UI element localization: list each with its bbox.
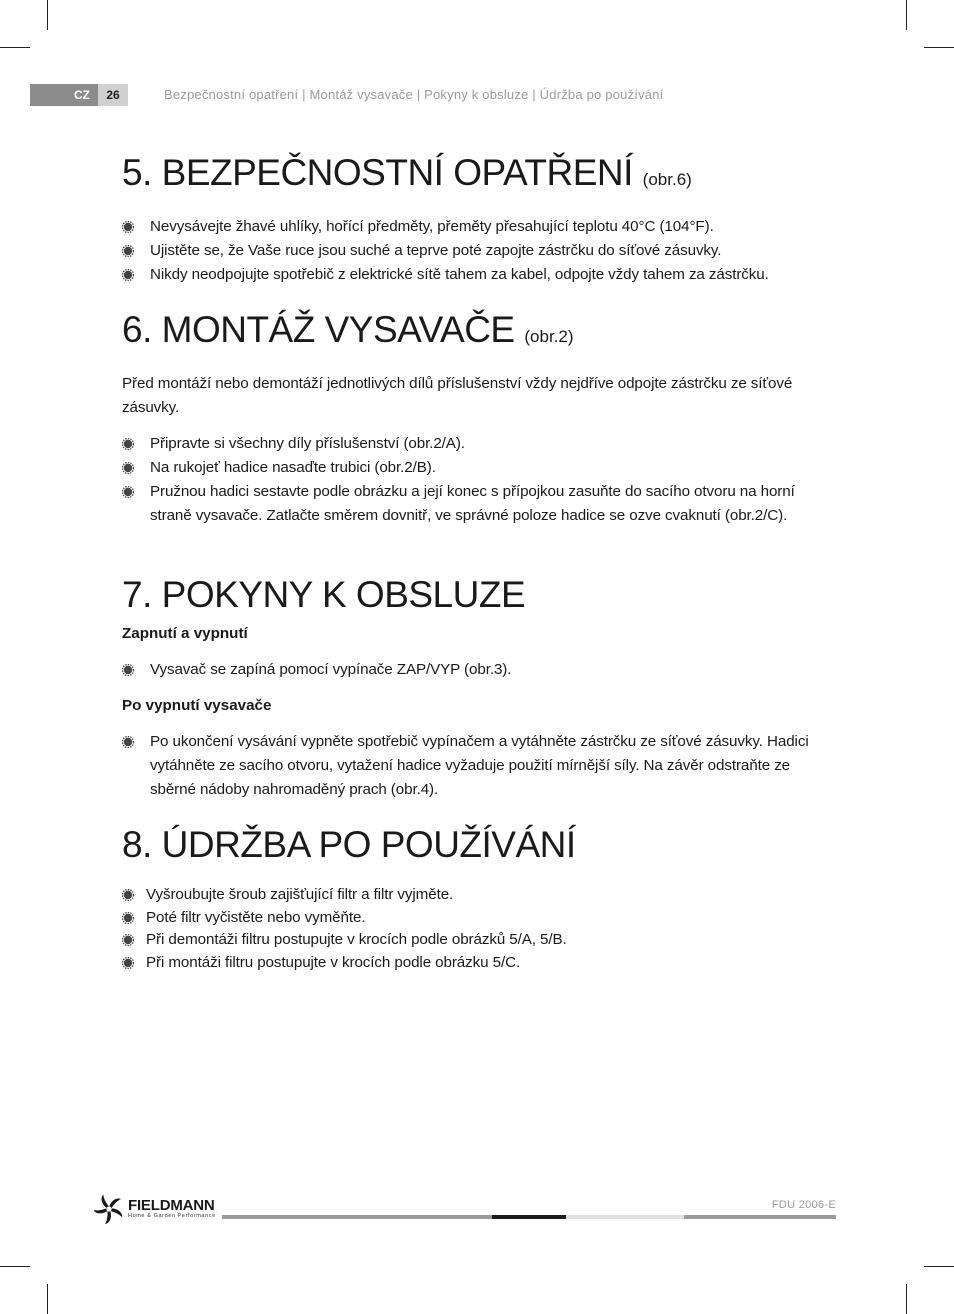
footer-bar xyxy=(566,1215,684,1219)
list-item xyxy=(122,239,842,263)
list-item xyxy=(122,480,820,528)
list-item-text: Při demontáži filtru postupujte v krocích podle obrázků 5/A, 5/B. xyxy=(146,931,567,948)
language-tag: CZ xyxy=(30,84,98,106)
brand-logo xyxy=(94,1194,222,1224)
list-item-text: Nikdy neodpojujte spotřebič z elektrické sítě tahem za kabel, odpojte vždy tahem za zástrčku. xyxy=(150,266,769,283)
crop-mark xyxy=(924,1266,954,1267)
section-6-title-text: 6. MONTÁŽ VYSAVAČE xyxy=(122,309,515,350)
section-7-list-1 xyxy=(122,658,842,682)
list-item xyxy=(122,658,842,682)
footer-bar xyxy=(222,1215,492,1219)
crop-mark xyxy=(0,47,30,48)
breadcrumb: Bezpečnostní opatření | Montáž vysavače | Pokyny k obsluze | Údržba po používání xyxy=(164,87,664,102)
page-number: 26 xyxy=(98,84,128,106)
section-6-intro: Před montáží nebo demontáží jednotlivých dílů příslušenství vždy nejdříve odpojte zástrčku ze síťové zásuvky. xyxy=(122,375,793,416)
section-8-title: 8. ÚDRŽBA PO POUŽÍVÁNÍ xyxy=(122,824,576,865)
crop-mark xyxy=(906,0,907,30)
gear-bullet-icon xyxy=(122,221,134,233)
section-6-ref: (obr.2) xyxy=(524,327,574,346)
gear-bullet-icon xyxy=(122,245,134,257)
model-code: FDU 2006-E xyxy=(771,1199,836,1211)
list-item xyxy=(122,215,842,239)
list-item xyxy=(122,263,842,287)
list-item xyxy=(122,884,842,907)
list-item xyxy=(122,929,842,952)
list-item-text: Vyšroubujte šroub zajišťující filtr a filtr vyjměte. xyxy=(146,886,454,903)
section-5-ref: (obr.6) xyxy=(642,170,692,189)
crop-mark xyxy=(47,0,48,30)
crop-mark xyxy=(906,1284,907,1314)
gear-bullet-icon xyxy=(122,736,134,748)
crop-mark xyxy=(924,47,954,48)
list-item xyxy=(122,952,842,975)
list-item-text: Ujistěte se, že Vaše ruce jsou suché a teprve poté zapojte zástrčku do síťové zásuvky. xyxy=(150,242,722,259)
gear-bullet-icon xyxy=(122,462,134,474)
list-item-text: Poté filtr vyčistěte nebo vyměňte. xyxy=(146,908,366,926)
section-5-title xyxy=(122,150,842,203)
list-item-text: Na rukojeť hadice nasaďte trubici (obr.2/B). xyxy=(150,459,436,476)
section-8-list xyxy=(122,884,842,974)
page-content xyxy=(122,150,842,974)
gear-bullet-icon xyxy=(122,934,134,946)
brand-name: FIELDMANN xyxy=(128,1197,215,1214)
footer-bar xyxy=(684,1215,836,1219)
section-5-title-text: 5. BEZPEČNOSTNÍ OPATŘENÍ xyxy=(122,152,633,193)
gear-bullet-icon xyxy=(122,889,134,901)
list-item-text: Vysavač se zapíná pomocí vypínače ZAP/VYP (obr.3). xyxy=(150,661,512,678)
gear-bullet-icon xyxy=(122,486,134,498)
gear-bullet-icon xyxy=(122,438,134,450)
list-item-text: Po ukončení vysávání vypněte spotřebič vypínačem a vytáhněte zástrčku ze síťové zásuvky. Hadici vytáhněte ze sacího otvoru, vytažení hadice vyžaduje použití mírnější síly. Na závěr odstraňte ze sběrné nádoby nahromaděný prach (obr.4). xyxy=(150,733,809,798)
list-item xyxy=(122,456,842,480)
list-item xyxy=(122,730,830,802)
fan-logo-icon xyxy=(94,1194,124,1224)
brand-tagline: Home & Garden Performance xyxy=(128,1213,216,1219)
section-6-title xyxy=(122,307,842,360)
list-item-text: Při montáži filtru postupujte v krocích podle obrázku 5/C. xyxy=(146,953,521,971)
subheading-power: Zapnutí a vypnutí xyxy=(122,625,248,642)
section-7-title: 7. POKYNY K OBSLUZE xyxy=(122,574,526,615)
gear-bullet-icon xyxy=(122,269,134,281)
section-6-list xyxy=(122,432,842,528)
crop-mark xyxy=(47,1284,48,1314)
list-item-text: Nevysávejte žhavé uhlíky, hořící předměty, přeměty přesahující teplotu 40°C (104°F). xyxy=(150,218,714,235)
list-item xyxy=(122,907,842,930)
subheading-after-off: Po vypnutí vysavače xyxy=(122,697,272,714)
crop-mark xyxy=(0,1266,30,1267)
section-7-list-2 xyxy=(122,730,842,802)
gear-bullet-icon xyxy=(122,912,134,924)
section-5-list xyxy=(122,215,842,287)
footer-bar xyxy=(492,1215,566,1219)
list-item-text: Připravte si všechny díly příslušenství (obr.2/A). xyxy=(150,435,465,452)
list-item xyxy=(122,432,842,456)
list-item-text: Pružnou hadici sestavte podle obrázku a její konec s přípojkou zasuňte do sacího otvoru na horní straně vysavače. Zatlačte směrem dovnitř, ve správné poloze hadice se ozve cvaknutí (obr.2/C). xyxy=(150,483,795,524)
gear-bullet-icon xyxy=(122,664,134,676)
gear-bullet-icon xyxy=(122,957,134,969)
